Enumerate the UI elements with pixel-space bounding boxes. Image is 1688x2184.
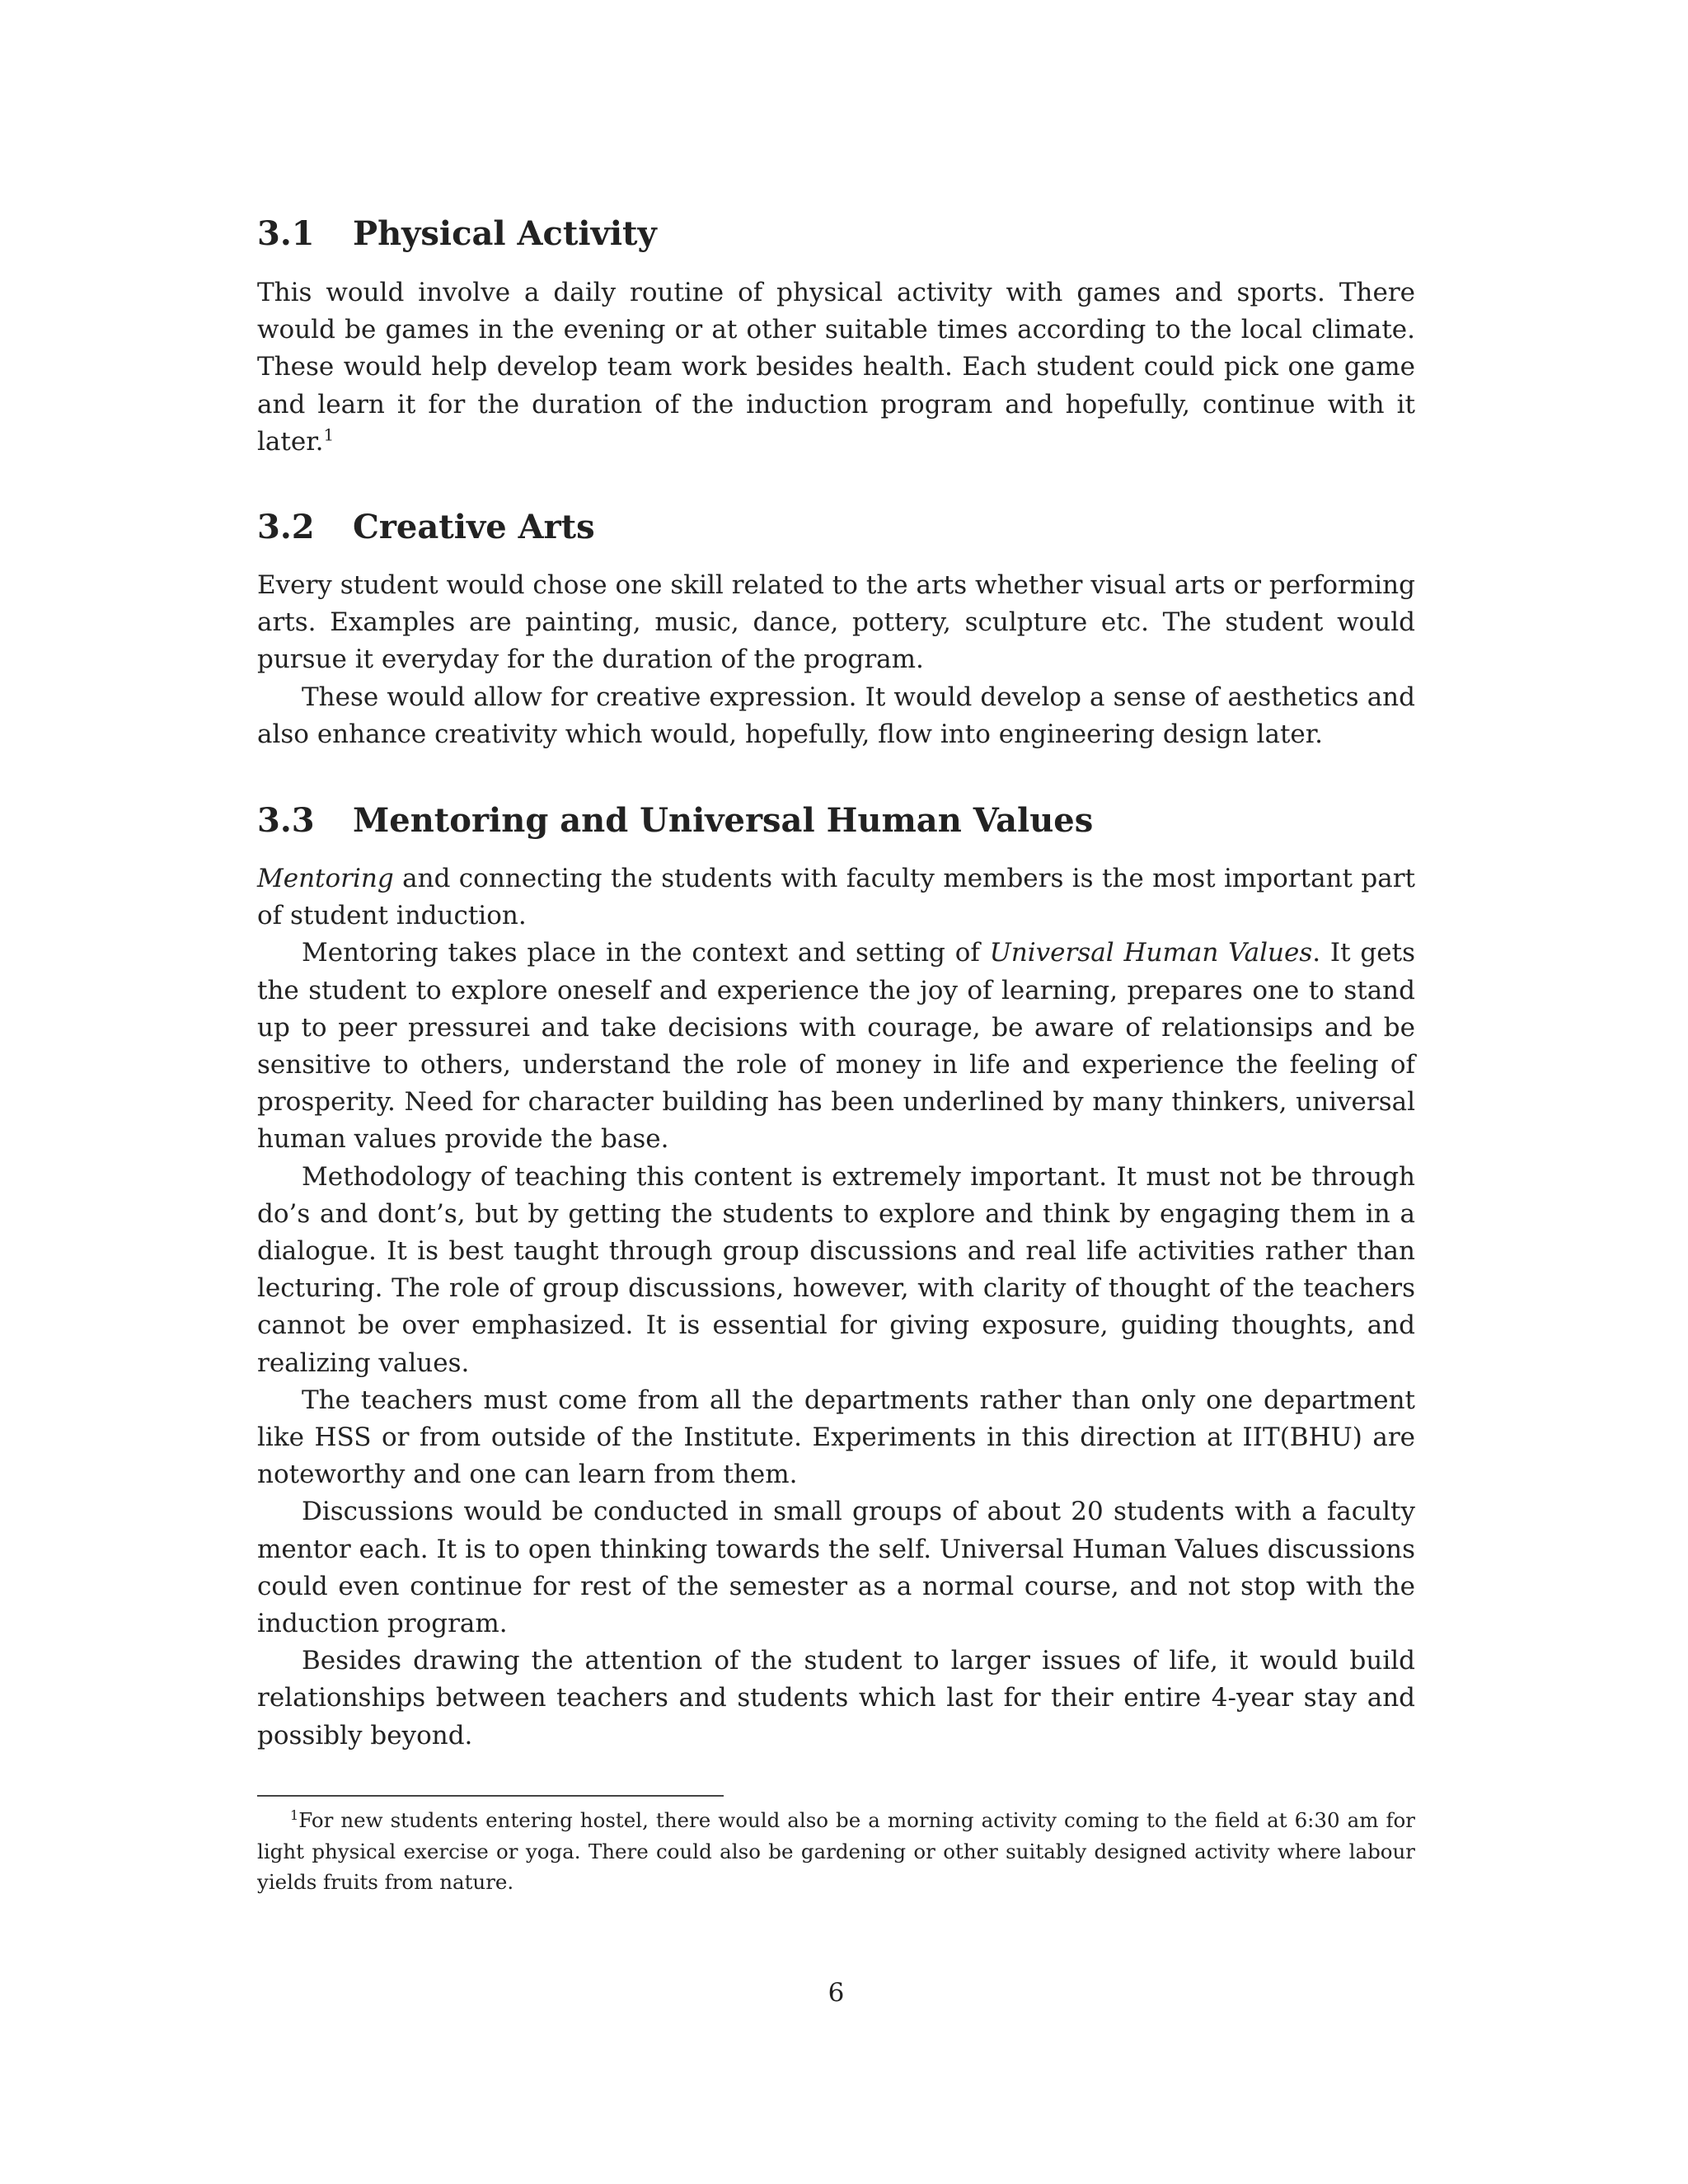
page-number: 6: [828, 1978, 845, 2008]
paragraph: These would allow for creative expression. It would develop a sense of aesthetics and also enhance creativity which would, hopefully, flow into engineering design later.: [257, 682, 1415, 749]
section-body-mentoring: [257, 860, 1415, 1755]
section-title: Mentoring and Universal Human Values: [353, 801, 1094, 840]
paragraph: Discussions would be conducted in small groups of about 20 students with a faculty mentor each. It is to open thinking towards the self. Universal Human Values discussions could even continue for rest of the semester as a normal course, and not stop with the induction program.: [257, 1497, 1415, 1639]
section-heading-physical-activity: [257, 211, 1415, 257]
paragraph: [257, 860, 1415, 935]
section-body-creative-arts: [257, 567, 1415, 753]
paragraph: The teachers must come from all the departments rather than only one department like HSS or from outside of the Institute. Experiments in this direction at IIT(BHU) are noteworthy and one can learn from them.: [257, 1385, 1415, 1490]
paragraph: Every student would chose one skill related to the arts whether visual arts or performing arts. Examples are painting, music, dance, pottery, sculpture etc. The student would pursue it everyday for the duration of the program.: [257, 570, 1415, 675]
footnote: [257, 1805, 1415, 1898]
paragraph: [257, 274, 1415, 461]
emphasis: Mentoring: [257, 864, 394, 893]
section-number: 3.1: [257, 214, 315, 253]
paragraph: Besides drawing the attention of the student to larger issues of life, it would build relationships between teachers and students which last for their entire 4-year stay and possibly beyond.: [257, 1646, 1415, 1750]
emphasis: Universal Human Values: [989, 938, 1313, 968]
section-heading-creative-arts: [257, 504, 1415, 551]
paragraph-text: . It gets the student to explore oneself and experience the joy of learning, prepares one to stand up to peer pressurei and take decisions with courage, be aware of relationsips and be sensitive to others, understand the role of money in life and experience the feeling of prosperity. Need for character building has been underlined by many thinkers, universal human values provide the base.: [257, 938, 1415, 1155]
footnote-marker: 1: [290, 1807, 299, 1823]
paragraph-text: Mentoring takes place in the context and setting of: [302, 938, 990, 968]
document-page: [257, 0, 1415, 2184]
footnote-reference: 1: [323, 424, 335, 445]
section-body-physical-activity: [257, 274, 1415, 461]
paragraph: Methodology of teaching this content is extremely important. It must not be through do’s and dont’s, but by getting the students to explore and think by engaging them in a dialogue. It is best taught through group discussions and real life activities rather than lecturing. The role of group discussions, however, with clarity of thought of the teachers cannot be over emphasized. It is essential for giving exposure, guiding thoughts, and realizing values.: [257, 1161, 1415, 1378]
section-number: 3.2: [257, 508, 315, 546]
footnote-text: For new students entering hostel, there would also be a morning activity coming to the field at 6:30 am for light physical exercise or yoga. There could also be gardening or other suitably designed activity where labour yields fruits from nature.: [257, 1808, 1415, 1894]
section-number: 3.3: [257, 801, 315, 840]
paragraph-text: and connecting the students with faculty members is the most important part of student induction.: [257, 864, 1415, 931]
section-heading-mentoring: [257, 798, 1415, 844]
paragraph-text: This would involve a daily routine of physical activity with games and sports. There would be games in the evening or at other suitable times according to the local climate. These would help develop team work besides health. Each student could pick one game and learn it for the duration of the induction program and hopefully, continue with it later.: [257, 278, 1415, 457]
paragraph: [257, 935, 1415, 1158]
section-title: Physical Activity: [353, 214, 657, 253]
footnote-divider: [257, 1795, 724, 1797]
section-title: Creative Arts: [353, 508, 595, 546]
